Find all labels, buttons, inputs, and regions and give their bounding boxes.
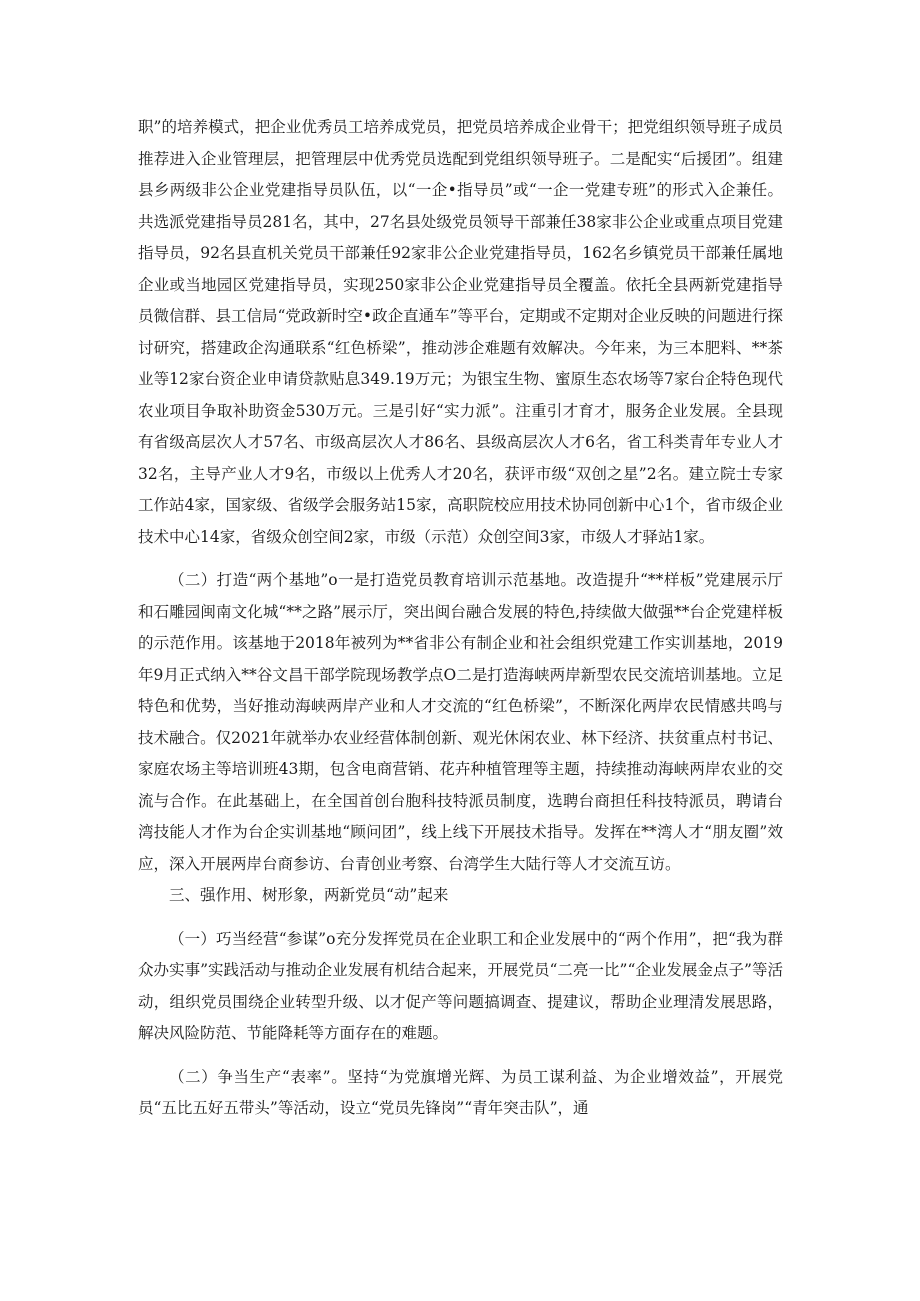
paragraph-two-bases: （二）打造“两个基地”o一是打造党员教育培训示范基地。改造提升“**样板”党建展示厅和石雕园闽南文化城“**之路”展示厅，突出闽台融合发展的特色,持续做大做强**台企党建样板的示范作用。该基地于2018年被列为**省非公有制企业和社会组织党建工作实训基地，2019年9月正式纳入**谷文昌干部学院现场教学点O二是打造海峡两岸新型农民交流培训基地。立足特色和优势，当好推动海峡两岸产业和人才交流的“红色桥梁”，不断深化两岸农民情感共鸣与技术融合。仅2021年就举办农业经营体制创新、观光休闲农业、林下经济、扶贫重点村书记、家庭农场主等培训班43期，包含电商营销、花卉种植管理等主题，持续推动海峡两岸农业的交流与合作。在此基础上，在全国首创台胞科技特派员制度，选聘台商担任科技特派员，聘请台湾技能人才作为台企实训基地“顾问团”，线上线下开展技术指导。发挥在**湾人才“朋友圈”效应，深入开展两岸台商参访、台青创业考察、台湾学生大陆行等人才交流互访。 [138, 571, 783, 873]
section-heading-three: 三、强作用、树形象，两新党员“动”起来 [169, 886, 449, 904]
document-body [138, 112, 783, 1125]
paragraph-continuation: 职”的培养模式，把企业优秀员工培养成党员，把党员培养成企业骨干；把党组织领导班子成员推荐进入企业管理层，把管理层中优秀党员选配到党组织领导班子。二是配实“后援团”。组建县乡两级非公企业党建指导员队伍，以“一企•指导员”或“一企一党建专班”的形式入企兼任。共选派党建指导员281名，其中，27名县处级党员领导干部兼任38家非公企业或重点项目党建指导员，92名县直机关党员干部兼任92家非公企业党建指导员，162名乡镇党员干部兼任属地企业或当地园区党建指导员，实现250家非公企业党建指导员全覆盖。依托全县两新党建指导员微信群、县工信局“党政新时空•政企直通车”等平台，定期或不定期对企业反映的问题进行探讨研究，搭建政企沟通联系“红色桥梁”，推动涉企难题有效解决。今年来，为三本肥料、**茶业等12家台资企业申请贷款贴息349.19万元；为银宝生物、蜜原生态农场等7家台企特色现代农业项目争取补助资金530万元。三是引好“实力派”。注重引才育才，服务企业发展。全县现有省级高层次人才57名、市级高层次人才86名、县级高层次人才6名，省工科类青年专业人才32名，主导产业人才9名，市级以上优秀人才20名，获评市级“双创之星”2名。建立院士专家工作站4家，国家级、省级学会服务站15家，高职院校应用技术协同创新中心1个，省市级企业技术中心14家，省级众创空间2家，市级（示范）众创空间3家，市级人才驿站1家。 [138, 118, 783, 546]
paragraph-production-model: （二）争当生产“表率”。坚持“为党旗增光辉、为员工谋利益、为企业增效益”，开展党员“五比五好五带头”等活动，设立“党员先锋岗”“青年突击队”，通 [138, 1067, 783, 1117]
paragraph-business-advisor: （一）巧当经营“参谋”o充分发挥党员在企业职工和企业发展中的“两个作用”，把“我为群众办实事”实践活动与推动企业发展有机结合起来，开展党员“二亮一比”“企业发展金点子”等活动，组织党员围绕企业转型升级、以才促产等问题搞调查、提建议，帮助企业理清发展思路，解决风险防范、节能降耗等方面存在的难题。 [138, 929, 783, 1042]
